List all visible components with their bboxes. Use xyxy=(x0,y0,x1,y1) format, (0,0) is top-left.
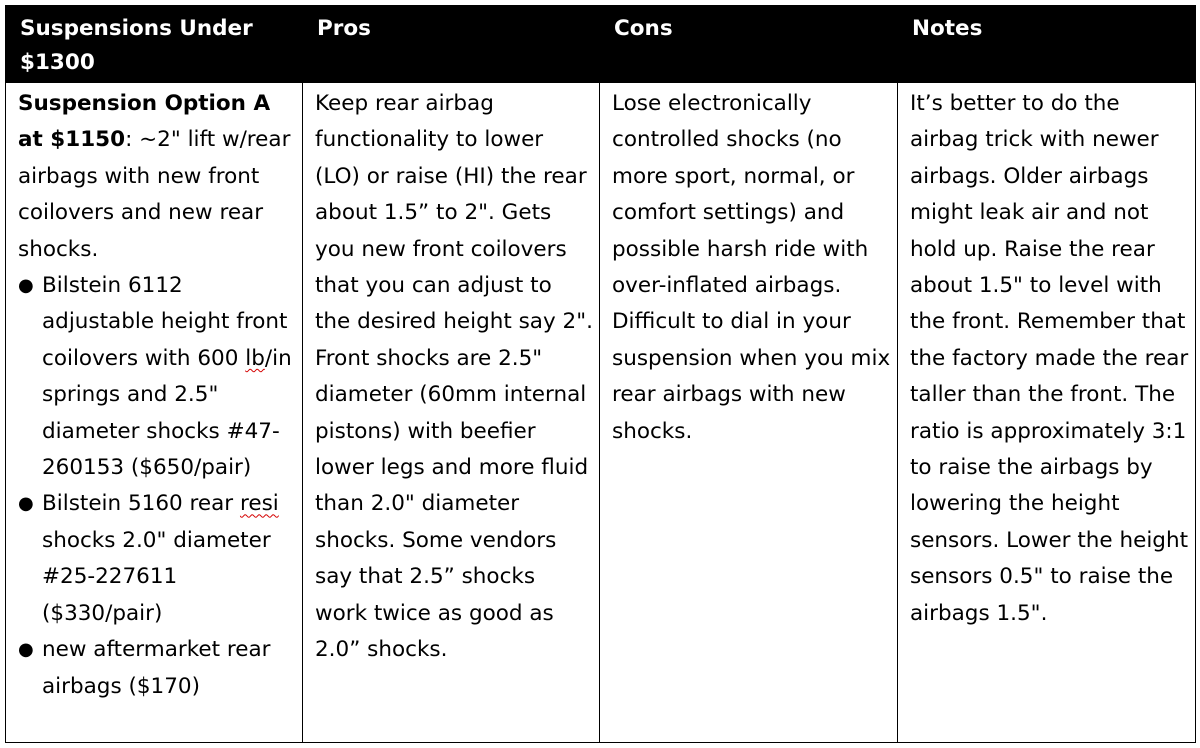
part-rear-shocks-end: shocks 2.0" diameter #25-227611 ($330/pair) xyxy=(42,527,271,626)
header-notes: Notes xyxy=(898,6,1196,83)
option-a-summary: ~2" lift w/rear airbags with new front coilovers and new rear shocks. xyxy=(18,127,291,262)
table-row xyxy=(6,83,1196,743)
pros-cell: Keep rear airbag functionality to lower (LO) or raise (HI) the rear about 1.5” to 2". Gets you new front coilovers that you can adjust to the desired height say 2". Front shocks are 2.5" diameter (60mm internal pistons) with beefier lower legs and more fluid than 2.0" diameter shocks. Some vendors say that 2.5” shocks work twice as good as 2.0” shocks. xyxy=(303,83,600,743)
part-front-coilovers-start: Bilstein 6112 adjustable height front coilovers with 600 xyxy=(42,273,288,371)
header-row xyxy=(6,6,1196,83)
list-item xyxy=(18,632,296,705)
list-item xyxy=(18,268,296,486)
notes-cell: It’s better to do the airbag trick with newer airbags. Older airbags might leak air and not hold up. Raise the rear about 1.5" to level with the front. Remember that the factory made the rear taller than the front. The ratio is approximately 3:1 to raise the airbags by lowering the height sensors. Lower the height sensors 0.5" to raise the airbags 1.5". xyxy=(898,83,1196,743)
option-a-colon: : xyxy=(125,127,133,153)
option-a-description xyxy=(18,86,296,268)
header-pros: Pros xyxy=(303,6,600,83)
bullet-icon: ● xyxy=(18,639,34,661)
part-rear-airbags: new aftermarket rear airbags ($170) xyxy=(42,637,271,699)
cons-cell: Lose electronically controlled shocks (no more sport, normal, or comfort settings) and possible harsh ride with over-inflated airbags. Difficult to dial in your suspension when you mix rear airbags with new shocks. xyxy=(600,83,898,743)
option-a-parts-list xyxy=(18,268,296,705)
option-a-title: Suspension Option A at $1150 xyxy=(18,91,271,153)
header-suspensions: Suspensions Under $1300 xyxy=(6,6,303,83)
bullet-icon: ● xyxy=(18,493,34,515)
bullet-icon: ● xyxy=(18,275,34,297)
suspension-comparison-table xyxy=(5,5,1196,743)
part-front-coilovers-end: /in springs and 2.5" diameter shocks #47-260153 ($650/pair) xyxy=(42,345,292,481)
part-rear-shocks-start: Bilstein 5160 rear xyxy=(42,491,240,517)
list-item xyxy=(18,486,296,632)
spellcheck-flagged-word: resi xyxy=(239,491,279,517)
option-a-cell xyxy=(6,83,303,743)
spellcheck-flagged-word: lb xyxy=(245,345,265,371)
header-cons: Cons xyxy=(600,6,898,83)
